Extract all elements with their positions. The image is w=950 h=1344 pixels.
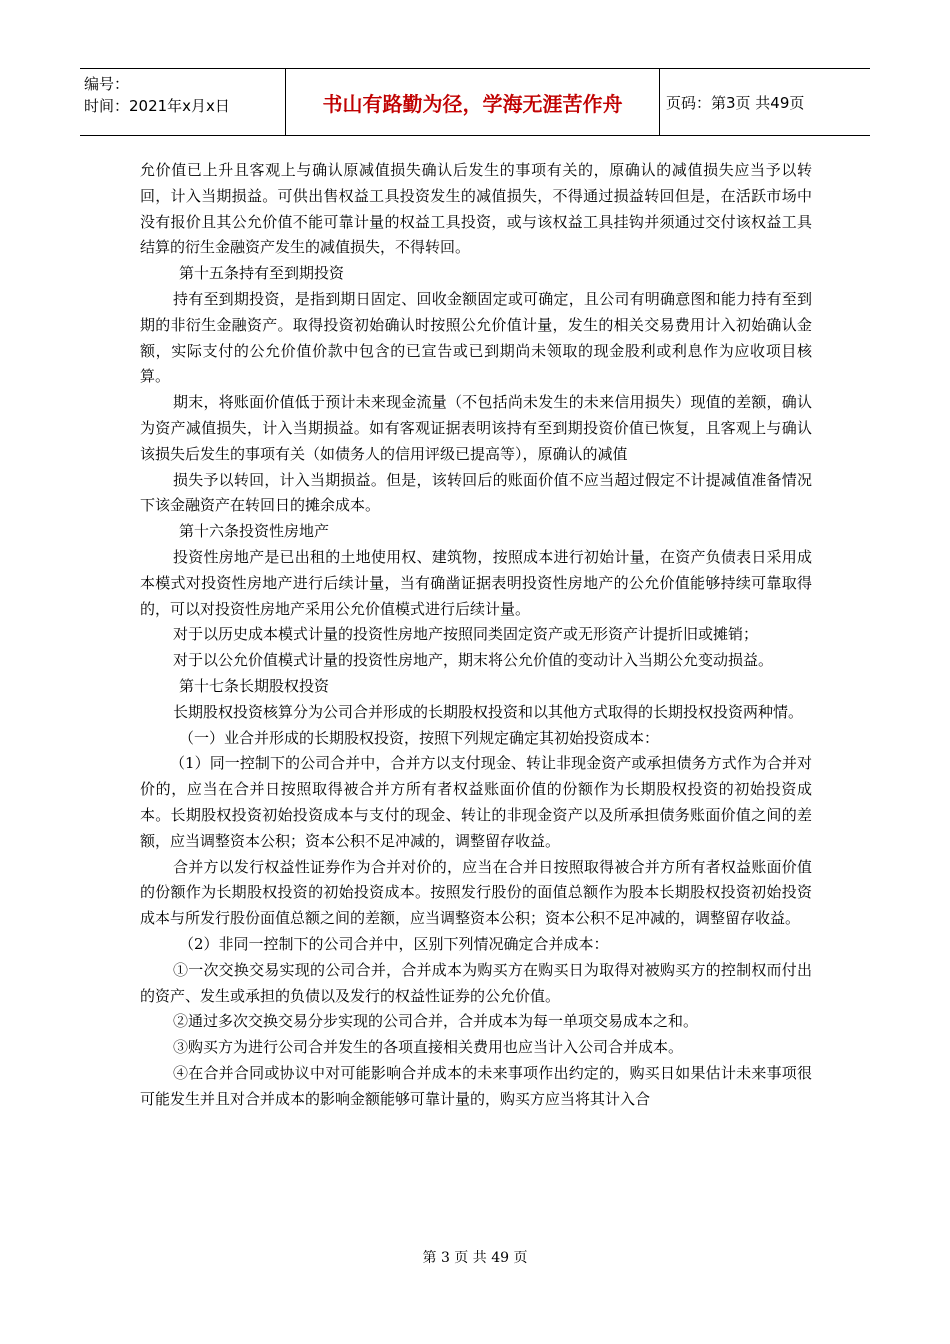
- paragraph: ②通过多次交换交易分步实现的公司合并，合并成本为每一单项交易成本之和。: [173, 1012, 699, 1031]
- paragraph: （2）非同一控制下的公司合并中，区别下列情况确定合并成本：: [179, 934, 609, 953]
- header-motto: 书山有路勤为径，学海无涯苦作舟: [285, 69, 660, 135]
- paragraph: 持有至到期投资，是指到期日固定、回收金额固定或可确定，且公司有明确意图和能力持有至到期的非衍生金融资产。取得投资初始确认时按照公允价值计量，发生的相关交易费用计入初始确认金额，实际支付的公允价值价款中包含的已宣告或已到期尚未领取的现金股利或利息作为应收项目核算。: [140, 289, 812, 386]
- document-body: [140, 158, 812, 1112]
- paragraph: 期末，将账面价值低于预计未来现金流量（不包括尚未发生的未来信用损失）现值的差额，确认为资产减值损失，计入当期损益。如有客观证据表明该持有至到期投资价值已恢复，且客观上与确认该损失后发生的事项有关（如债务人的信用评级已提高等），原确认的减值: [140, 393, 812, 463]
- document-date: 时间：2021年x月x日: [84, 97, 230, 115]
- paragraph: ①一次交换交易实现的公司合并，合并成本为购买方在购买日为取得对被购买方的控制权而付出的资产、发生或承担的负债以及发行的权益性证券的公允价值。: [140, 960, 812, 1005]
- header-page-number: 页码：第3页 共49页: [666, 93, 805, 112]
- section-heading: 第十七条长期股权投资: [179, 676, 330, 695]
- header-meta: [80, 69, 285, 135]
- paragraph: 对于以公允价值模式计量的投资性房地产，期末将公允价值的变动计入当期公允变动损益。: [173, 651, 774, 670]
- paragraph: 合并方以发行权益性证券作为合并对价的，应当在合并日按照取得被合并方所有者权益账面价值的份额作为长期股权投资的初始投资成本。按照发行股份的面值总额作为股本长期股权投资初始投资成本与所发行股份面值总额之间的差额，应当调整资本公积；资本公积不足冲减的，调整留存收益。: [140, 857, 812, 928]
- section-heading: 第十五条持有至到期投资: [179, 264, 345, 283]
- paragraph: 投资性房地产是已出租的土地使用权、建筑物，按照成本进行初始计量，在资产负债表日采用成本模式对投资性房地产进行后续计量，当有确凿证据表明投资性房地产的公允价值能够持续可靠取得的，可以对投资性房地产采用公允价值模式进行后续计量。: [140, 547, 812, 618]
- paragraph: （1）同一控制下的公司合并中，合并方以支付现金、转让非现金资产或承担债务方式作为合并对价的，应当在合并日按照取得被合并方所有者权益账面价值的份额作为长期股权投资的初始投资成本。长期股权投资初始投资成本与支付的现金、转让的非现金资产以及所承担债务账面价值之间的差额，应当调整资本公积；资本公积不足冲减的，调整留存收益。: [140, 754, 812, 850]
- page-footer: 第 3 页 共 49 页: [422, 1250, 528, 1266]
- paragraph: 允价值已上升且客观上与确认原减值损失确认后发生的事项有关的，原确认的减值损失应当予以转回，计入当期损益。可供出售权益工具投资发生的减值损失，不得通过损益转回但是，在活跃市场中没有报价且其公允价值不能可靠计量的权益工具投资，或与该权益工具挂钩并须通过交付该权益工具结算的衍生金融资产发生的减值损失，不得转回。: [140, 161, 812, 257]
- paragraph: 对于以历史成本模式计量的投资性房地产按照同类固定资产或无形资产计提折旧或摊销；: [173, 625, 759, 644]
- paragraph: 损失予以转回，计入当期损益。但是，该转回后的账面价值不应当超过假定不计提减值准备情况下该金融资产在转回日的摊余成本。: [140, 470, 812, 515]
- document-number-label: 编号：: [84, 75, 130, 93]
- paragraph: （一）业合并形成的长期股权投资，按照下列规定确定其初始投资成本：: [179, 728, 660, 747]
- paragraph: ④在合并合同或协议中对可能影响合并成本的未来事项作出约定的，购买日如果估计未来事项很可能发生并且对合并成本的影响金额能够可靠计量的，购买方应当将其计入合: [140, 1063, 812, 1108]
- page-header: [80, 68, 870, 136]
- section-heading: 第十六条投资性房地产: [179, 522, 330, 541]
- paragraph: 长期股权投资核算分为公司合并形成的长期股权投资和以其他方式取得的长期投权投资两种情。: [173, 702, 804, 721]
- paragraph: ③购买方为进行公司合并发生的各项直接相关费用也应当计入公司合并成本。: [173, 1038, 684, 1057]
